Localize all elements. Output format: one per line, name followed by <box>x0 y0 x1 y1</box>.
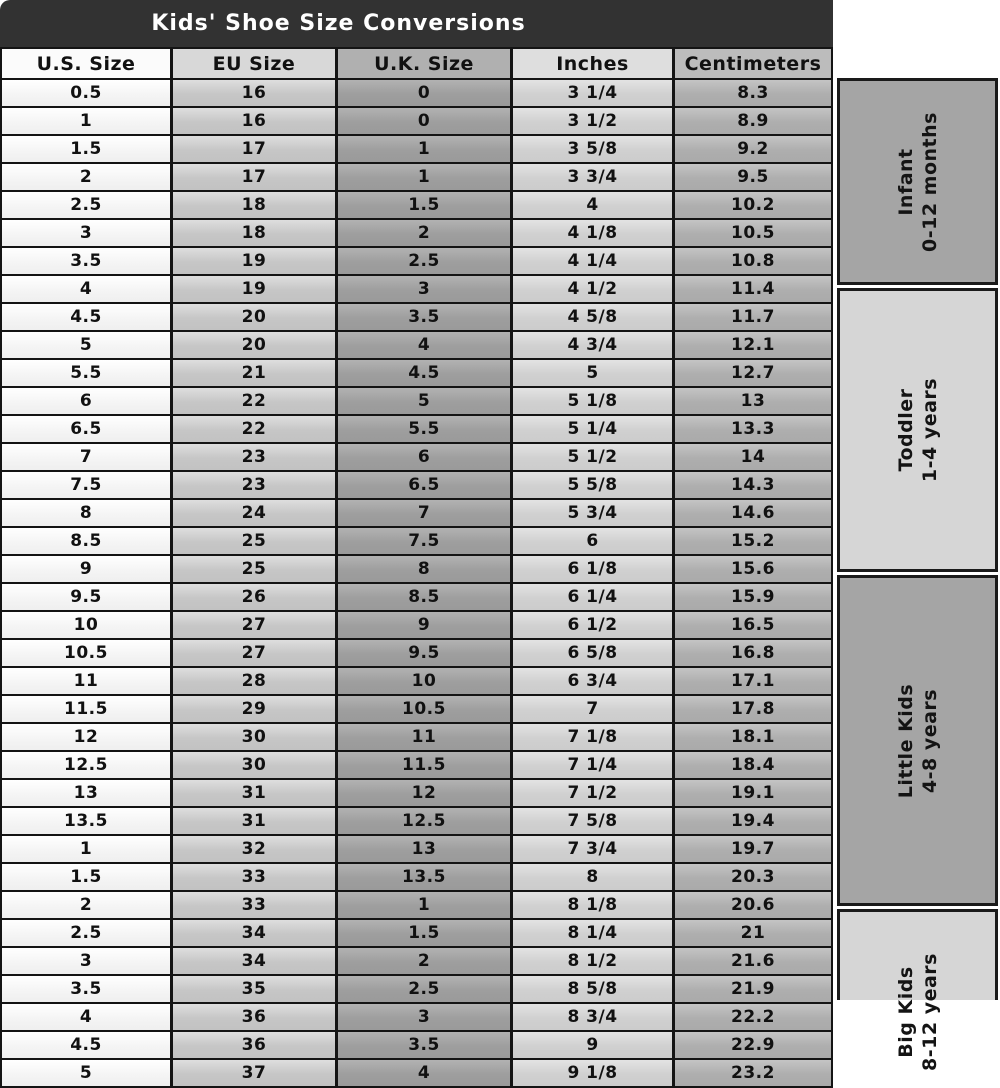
table-cell: 14 <box>675 444 831 470</box>
table-cell: 4 1/4 <box>513 248 672 274</box>
table-cell: 3 <box>2 948 170 974</box>
table-cell: 31 <box>173 780 335 806</box>
table-cell: 7 <box>513 696 672 722</box>
table-cell: 6 <box>2 388 170 414</box>
column-header-us-size: U.S. Size <box>2 49 170 78</box>
column-header-inches: Inches <box>513 49 672 78</box>
table-cell: 6 5/8 <box>513 640 672 666</box>
table-cell: 7.5 <box>2 472 170 498</box>
age-group-toddler <box>837 288 998 572</box>
table-cell: 0.5 <box>2 80 170 106</box>
table-cell: 7 <box>338 500 510 526</box>
table-cell: 6 1/4 <box>513 584 672 610</box>
table-cell: 8.5 <box>338 584 510 610</box>
table-cell: 4 1/2 <box>513 276 672 302</box>
table-cell: 10.5 <box>338 696 510 722</box>
table-cell: 11.7 <box>675 304 831 330</box>
table-cell: 32 <box>173 836 335 862</box>
table-cell: 3.5 <box>338 304 510 330</box>
table-cell: 10.2 <box>675 192 831 218</box>
age-group-toddler-label: Toddler 1-4 years <box>894 377 941 483</box>
table-cell: 8 3/4 <box>513 1004 672 1030</box>
table-cell: 10 <box>338 668 510 694</box>
table-cell: 6 1/2 <box>513 612 672 638</box>
table-cell: 7 5/8 <box>513 808 672 834</box>
page-title: Kids' Shoe Size Conversions <box>151 11 526 36</box>
table-cell: 23 <box>173 472 335 498</box>
table-cell: 20 <box>173 332 335 358</box>
table-cell: 4.5 <box>2 1032 170 1058</box>
table-cell: 4 <box>338 1060 510 1086</box>
table-cell: 1.5 <box>2 136 170 162</box>
table-cell: 30 <box>173 724 335 750</box>
table-cell: 5 <box>338 388 510 414</box>
table-cell: 12.5 <box>338 808 510 834</box>
table-cell: 12.5 <box>2 752 170 778</box>
table-cell: 6 <box>338 444 510 470</box>
table-cell: 14.3 <box>675 472 831 498</box>
age-group-infant <box>837 78 998 285</box>
table-cell: 3 1/4 <box>513 80 672 106</box>
table-cell: 10.5 <box>2 640 170 666</box>
table-cell: 33 <box>173 892 335 918</box>
table-cell: 18.1 <box>675 724 831 750</box>
table-cell: 4 <box>338 332 510 358</box>
table-cell: 12 <box>338 780 510 806</box>
table-cell: 4 5/8 <box>513 304 672 330</box>
table-cell: 1.5 <box>338 920 510 946</box>
table-cell: 17 <box>173 164 335 190</box>
table-cell: 15.9 <box>675 584 831 610</box>
table-cell: 36 <box>173 1004 335 1030</box>
age-group-little-kids-label: Little Kids 4-8 years <box>894 683 941 798</box>
table-cell: 37 <box>173 1060 335 1086</box>
table-cell: 7 1/8 <box>513 724 672 750</box>
table-cell: 10.5 <box>675 220 831 246</box>
table-cell: 22.9 <box>675 1032 831 1058</box>
table-cell: 25 <box>173 556 335 582</box>
table-cell: 2.5 <box>2 192 170 218</box>
table-cell: 1 <box>338 892 510 918</box>
table-cell: 0 <box>338 108 510 134</box>
table-cell: 17.1 <box>675 668 831 694</box>
table-cell: 13.5 <box>2 808 170 834</box>
table-cell: 31 <box>173 808 335 834</box>
table-cell: 7 3/4 <box>513 836 672 862</box>
table-cell: 11 <box>2 668 170 694</box>
table-cell: 27 <box>173 640 335 666</box>
table-cell: 3.5 <box>2 248 170 274</box>
table-cell: 8 <box>513 864 672 890</box>
table-cell: 4 <box>513 192 672 218</box>
table-cell: 8 5/8 <box>513 976 672 1002</box>
table-cell: 3 <box>338 1004 510 1030</box>
table-cell: 30 <box>173 752 335 778</box>
table-cell: 27 <box>173 612 335 638</box>
age-group-little-kids <box>837 575 998 906</box>
table-cell: 11.4 <box>675 276 831 302</box>
table-cell: 12.1 <box>675 332 831 358</box>
table-cell: 2 <box>338 220 510 246</box>
table-cell: 4 3/4 <box>513 332 672 358</box>
table-cell: 8 <box>338 556 510 582</box>
table-cell: 19.7 <box>675 836 831 862</box>
table-cell: 7 <box>2 444 170 470</box>
table-cell: 2 <box>338 948 510 974</box>
table-cell: 2 <box>2 892 170 918</box>
table-cell: 12.7 <box>675 360 831 386</box>
table-cell: 29 <box>173 696 335 722</box>
table-cell: 9 <box>2 556 170 582</box>
table-cell: 21 <box>675 920 831 946</box>
table-cell: 13.5 <box>338 864 510 890</box>
table-cell: 36 <box>173 1032 335 1058</box>
table-cell: 3 <box>338 276 510 302</box>
table-cell: 13.3 <box>675 416 831 442</box>
table-cell: 3.5 <box>2 976 170 1002</box>
table-cell: 2.5 <box>338 976 510 1002</box>
table-cell: 9.2 <box>675 136 831 162</box>
table-cell: 5 1/2 <box>513 444 672 470</box>
age-group-infant-label: Infant 0-12 months <box>894 111 941 252</box>
table-cell: 15.2 <box>675 528 831 554</box>
table-cell: 9.5 <box>675 164 831 190</box>
table-cell: 10.8 <box>675 248 831 274</box>
table-cell: 1 <box>338 164 510 190</box>
table-cell: 16.8 <box>675 640 831 666</box>
table-cell: 6 <box>513 528 672 554</box>
table-cell: 17 <box>173 136 335 162</box>
table-cell: 11 <box>338 724 510 750</box>
title-bar <box>0 0 833 47</box>
table-cell: 6.5 <box>338 472 510 498</box>
table-cell: 0 <box>338 80 510 106</box>
table-cell: 25 <box>173 528 335 554</box>
table-cell: 3 1/2 <box>513 108 672 134</box>
table-cell: 5 1/4 <box>513 416 672 442</box>
table-cell: 20.3 <box>675 864 831 890</box>
table-cell: 5 <box>2 1060 170 1086</box>
table-cell: 21.6 <box>675 948 831 974</box>
table-cell: 3 5/8 <box>513 136 672 162</box>
table-cell: 16 <box>173 80 335 106</box>
table-cell: 3 3/4 <box>513 164 672 190</box>
table-cell: 4 <box>2 1004 170 1030</box>
column-header-centimeters: Centimeters <box>675 49 831 78</box>
table-cell: 4 <box>2 276 170 302</box>
table-cell: 8 1/8 <box>513 892 672 918</box>
table-cell: 18 <box>173 192 335 218</box>
table-cell: 1 <box>338 136 510 162</box>
table-cell: 16.5 <box>675 612 831 638</box>
table-cell: 33 <box>173 864 335 890</box>
conversion-table <box>0 47 833 1088</box>
table-cell: 26 <box>173 584 335 610</box>
table-cell: 17.8 <box>675 696 831 722</box>
table-cell: 9 <box>338 612 510 638</box>
table-cell: 14.6 <box>675 500 831 526</box>
table-cell: 8 1/4 <box>513 920 672 946</box>
table-cell: 13 <box>338 836 510 862</box>
table-cell: 8.5 <box>2 528 170 554</box>
table-cell: 23 <box>173 444 335 470</box>
table-cell: 9.5 <box>338 640 510 666</box>
table-cell: 7 1/4 <box>513 752 672 778</box>
table-cell: 23.2 <box>675 1060 831 1086</box>
table-cell: 22 <box>173 416 335 442</box>
table-cell: 11.5 <box>2 696 170 722</box>
table-cell: 13 <box>2 780 170 806</box>
table-cell: 7 1/2 <box>513 780 672 806</box>
table-cell: 9.5 <box>2 584 170 610</box>
table-cell: 9 <box>513 1032 672 1058</box>
table-cell: 15.6 <box>675 556 831 582</box>
table-cell: 8.3 <box>675 80 831 106</box>
table-cell: 7.5 <box>338 528 510 554</box>
table-cell: 19.4 <box>675 808 831 834</box>
table-cell: 34 <box>173 920 335 946</box>
table-cell: 20.6 <box>675 892 831 918</box>
table-cell: 5 <box>513 360 672 386</box>
table-cell: 4.5 <box>2 304 170 330</box>
table-cell: 9 1/8 <box>513 1060 672 1086</box>
table-cell: 1 <box>2 836 170 862</box>
table-cell: 19 <box>173 248 335 274</box>
age-group-big-kids-label: Big Kids 8-12 years <box>894 953 941 1071</box>
table-cell: 6 3/4 <box>513 668 672 694</box>
table-cell: 22 <box>173 388 335 414</box>
table-cell: 2.5 <box>2 920 170 946</box>
table-cell: 8 <box>2 500 170 526</box>
table-cell: 28 <box>173 668 335 694</box>
age-group-big-kids <box>837 909 998 1071</box>
table-cell: 2.5 <box>338 248 510 274</box>
table-cell: 34 <box>173 948 335 974</box>
table-cell: 8.9 <box>675 108 831 134</box>
table-cell: 1.5 <box>338 192 510 218</box>
table-cell: 6.5 <box>2 416 170 442</box>
table-cell: 1 <box>2 108 170 134</box>
table-cell: 5 <box>2 332 170 358</box>
table-cell: 22.2 <box>675 1004 831 1030</box>
table-cell: 5 3/4 <box>513 500 672 526</box>
table-cell: 3 <box>2 220 170 246</box>
table-cell: 10 <box>2 612 170 638</box>
table-cell: 12 <box>2 724 170 750</box>
table-cell: 6 1/8 <box>513 556 672 582</box>
table-cell: 24 <box>173 500 335 526</box>
table-cell: 5 5/8 <box>513 472 672 498</box>
table-cell: 5 1/8 <box>513 388 672 414</box>
table-cell: 16 <box>173 108 335 134</box>
table-cell: 18.4 <box>675 752 831 778</box>
table-cell: 4 1/8 <box>513 220 672 246</box>
table-cell: 20 <box>173 304 335 330</box>
table-cell: 21 <box>173 360 335 386</box>
table-cell: 5.5 <box>2 360 170 386</box>
table-cell: 35 <box>173 976 335 1002</box>
table-cell: 21.9 <box>675 976 831 1002</box>
table-cell: 18 <box>173 220 335 246</box>
table-cell: 13 <box>675 388 831 414</box>
table-cell: 3.5 <box>338 1032 510 1058</box>
table-cell: 5.5 <box>338 416 510 442</box>
age-group-column <box>833 0 1000 1071</box>
table-cell: 19 <box>173 276 335 302</box>
table-cell: 1.5 <box>2 864 170 890</box>
table-cell: 4.5 <box>338 360 510 386</box>
column-header-eu-size: EU Size <box>173 49 335 78</box>
table-cell: 2 <box>2 164 170 190</box>
table-cell: 8 1/2 <box>513 948 672 974</box>
column-header-uk-size: U.K. Size <box>338 49 510 78</box>
table-cell: 11.5 <box>338 752 510 778</box>
table-cell: 19.1 <box>675 780 831 806</box>
